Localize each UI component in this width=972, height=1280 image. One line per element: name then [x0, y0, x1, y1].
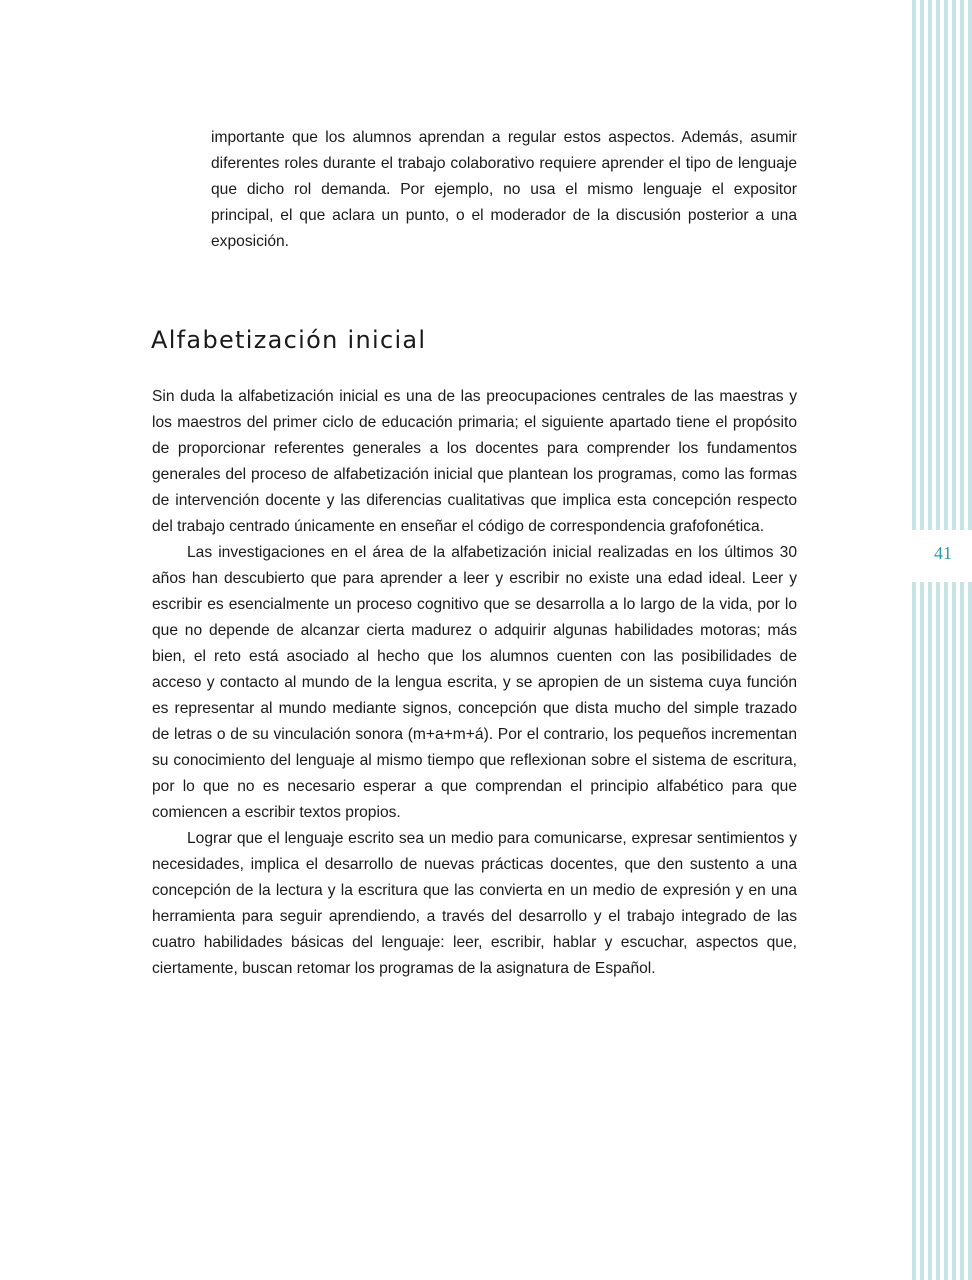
section-body: [152, 384, 797, 982]
stripe: [912, 0, 916, 530]
body-paragraph: Sin duda la alfabetización inicial es una de las preocupaciones centrales de las maestras y los maestros del primer ciclo de educación primaria; el siguiente apartado tiene el propósito de proporcionar referentes generales a los docentes para comprender los fundamentos generales del proceso de alfabetización inicial que plantean los programas, como las formas de intervención docente y las diferencias cualitativas que implica esta concepción respecto del trabajo centrado únicamente en enseñar el código de correspondencia grafofonética.: [152, 388, 797, 535]
stripe: [936, 582, 940, 1280]
section-heading: Alfabetización inicial: [151, 326, 427, 354]
stripe: [928, 582, 932, 1280]
stripe: [912, 582, 916, 1280]
stripe: [928, 0, 932, 530]
stripe: [968, 582, 972, 1280]
stripe: [944, 582, 948, 1280]
stripe: [960, 0, 964, 530]
stripe: [952, 0, 956, 530]
stripe: [968, 0, 972, 530]
continuation-paragraph: importante que los alumnos aprendan a regular estos aspectos. Además, asumir diferentes roles durante el trabajo colaborativo requiere aprender el tipo de lenguaje que dicho rol demanda. Por ejemplo, no usa el mismo lenguaje el expositor principal, el que aclara un punto, o el moderador de la discusión posterior a una exposición.: [211, 129, 797, 250]
body-paragraph: Las investigaciones en el área de la alfabetización inicial realizadas en los últimos 30 años han descubierto que para aprender a leer y escribir no existe una edad ideal. Leer y escribir es esencialmente un proceso cognitivo que se desarrolla a lo largo de la vida, por lo que no depende de alcanzar cierta madurez o adquirir algunas habilidades motoras; más bien, el reto está asociado al hecho que los alumnos cuenten con las posibilidades de acceso y contacto al mundo de la lengua escrita, y se apropien de un sistema cuya función es representar al mundo mediante signos, concepción que dista mucho del simple trazado de letras o de su vinculación sonora (m+a+m+á). Por el contrario, los pequeños incrementan su conocimiento del lenguaje al mismo tiempo que reflexionan sobre el sistema de escritura, por lo que no es necesario esperar a que comprendan el principio alfabético para que comiencen a escribir textos propios.: [152, 544, 797, 821]
stripe: [936, 0, 940, 530]
body-paragraph: Lograr que el lenguaje escrito sea un medio para comunicarse, expresar sentimientos y necesidades, implica el desarrollo de nuevas prácticas docentes, que den sustento a una concepción de la lectura y la escritura que las convierta en un medio de expresión y en una herramienta para seguir aprendiendo, a través del desarrollo y el trabajo integrado de las cuatro habilidades básicas del lenguaje: leer, escribir, hablar y escuchar, aspectos que, ciertamente, buscan retomar los programas de la asignatura de Español.: [152, 830, 797, 977]
stripe: [944, 0, 948, 530]
stripe: [960, 582, 964, 1280]
stripe: [920, 0, 924, 530]
page-number: 41: [934, 543, 952, 563]
stripe: [920, 582, 924, 1280]
decorative-side-stripes: [912, 0, 972, 1280]
stripe: [952, 582, 956, 1280]
